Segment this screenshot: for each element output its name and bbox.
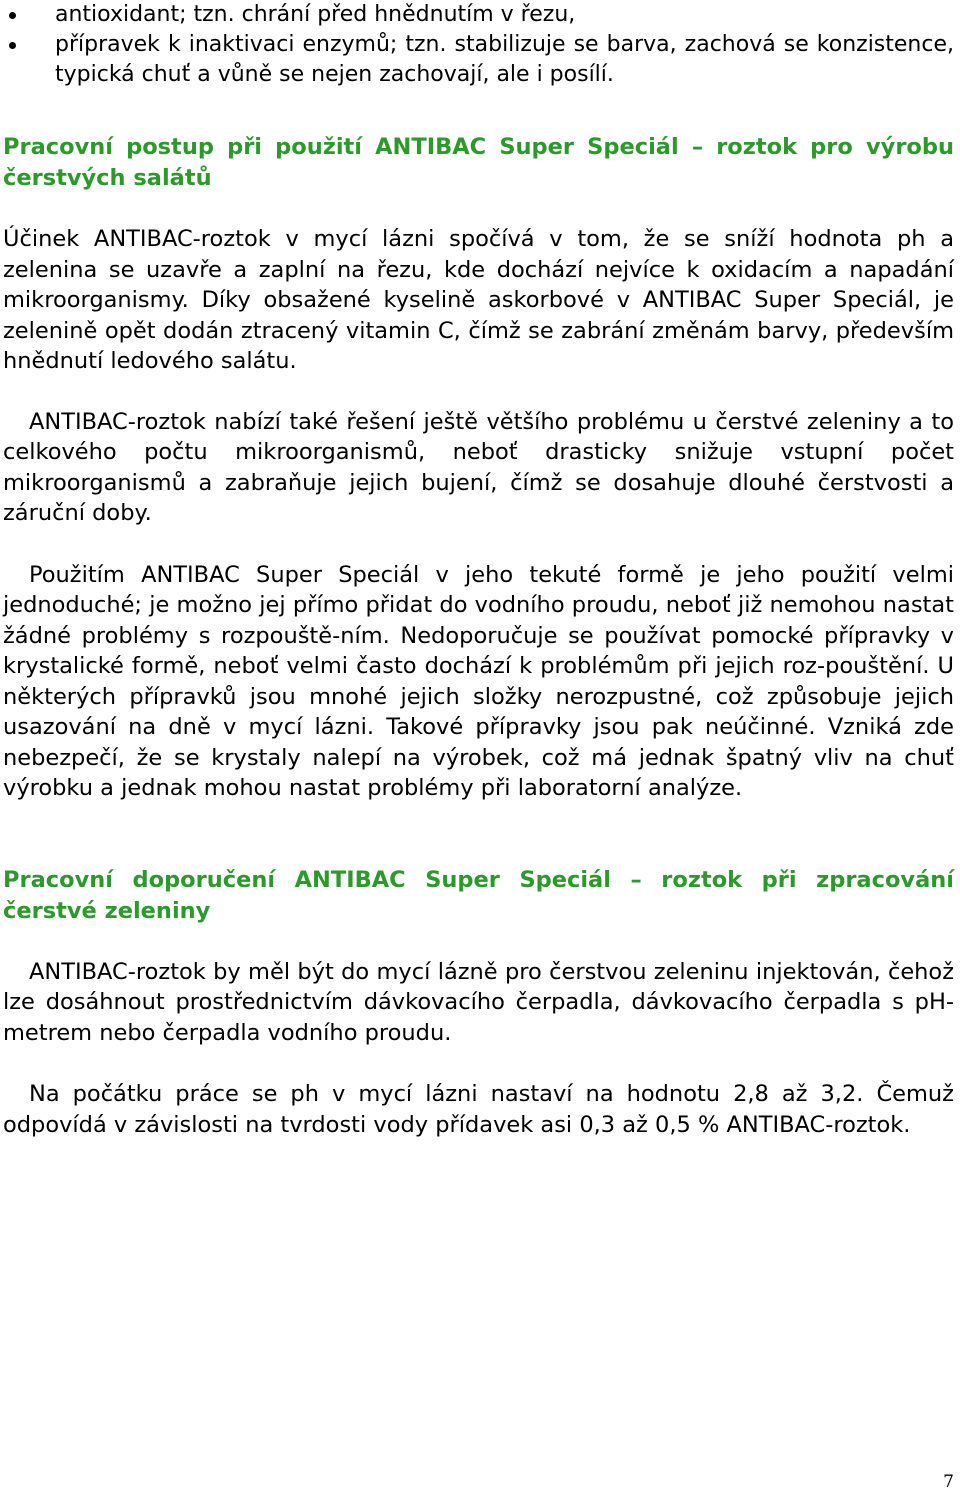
bullet-list (3, 0, 954, 90)
bullet-icon (9, 42, 16, 49)
section-heading-work-procedure: Pracovní postup při použití ANTIBAC Super Speciál – roztok pro výrobu čerstvých salátů (3, 134, 954, 191)
bullet-text: přípravek k inaktivaci enzymů; tzn. stabilizuje se barva, zachová se konzistence, typická chuť a vůně se nejen zachovají, ale i posílí. (55, 32, 954, 87)
bullet-icon (9, 12, 16, 19)
page-number: 7 (943, 1472, 954, 1492)
paragraph-usage: Použitím ANTIBAC Super Speciál v jeho tekuté formě je jeho použití velmi jednoduché; je možno jej přímo přidat do vodního proudu, neboť již nemohou nastat žádné problémy s rozpouště-ním. Nedoporučuje se používat pomocké přípravky v krystalické formě, neboť velmi často dochází k problémům při jejich roz-pouštění. U některých přípravků jsou mnohé jejich složky nerozpustné, což způsobuje jejich usazování na dně v mycí lázni. Takové přípravky jsou pak neúčinné. Vzniká zde nebezpečí, že se krystaly nalepí na výrobek, což má jednak špatný vliv na chuť výrobku a jednak mohou nastat problémy při laboratorní analýze. (3, 561, 954, 801)
paragraph-injection: ANTIBAC-roztok by měl být do mycí lázně pro čerstvou zeleninu injektován, čehož lze dosáhnout prostřednictvím dávkovacího čerpadla, dávkovacího čerpadla s pH-metrem nebo čerpadla vodního proudu. (3, 958, 954, 1046)
paragraph-microorganisms: ANTIBAC-roztok nabízí také řešení ještě většího problému u čerstvé zeleniny a to celkového počtu mikroorganismů, neboť drasticky snižuje vstupní počet mikroorganismů a zabraňuje jejich bujení, čímž se dosahuje dlouhé čerstvosti a záruční doby. (3, 408, 954, 526)
section-heading-recommendation: Pracovní doporučení ANTIBAC Super Speciál – roztok při zpracování čerstvé zeleniny (3, 866, 954, 924)
bullet-item (3, 30, 954, 90)
document-page (3, 0, 954, 1140)
paragraph-effect: Účinek ANTIBAC-roztok v mycí lázni spočívá v tom, že se sníží hodnota ph a zelenina se uzavře a zaplní na řezu, kde dochází nejvíce k oxidacím a napadání mikroorganismy. Díky obsažené kyselině askorbové v ANTIBAC Super Speciál, je zelenině opět dodán ztracený vitamin C, čímž se zabrání změnám barvy, především hnědnutí ledového salátu. (3, 226, 954, 374)
bullet-text: antioxidant; tzn. chrání před hnědnutím v řezu, (55, 2, 576, 27)
paragraph-ph-setting: Na počátku práce se ph v mycí lázni nastaví na hodnotu 2,8 až 3,2. Čemuž odpovídá v závislosti na tvrdosti vody přídavek asi 0,3 až 0,5 % ANTIBAC-roztok. (3, 1081, 954, 1138)
bullet-item (3, 0, 954, 30)
